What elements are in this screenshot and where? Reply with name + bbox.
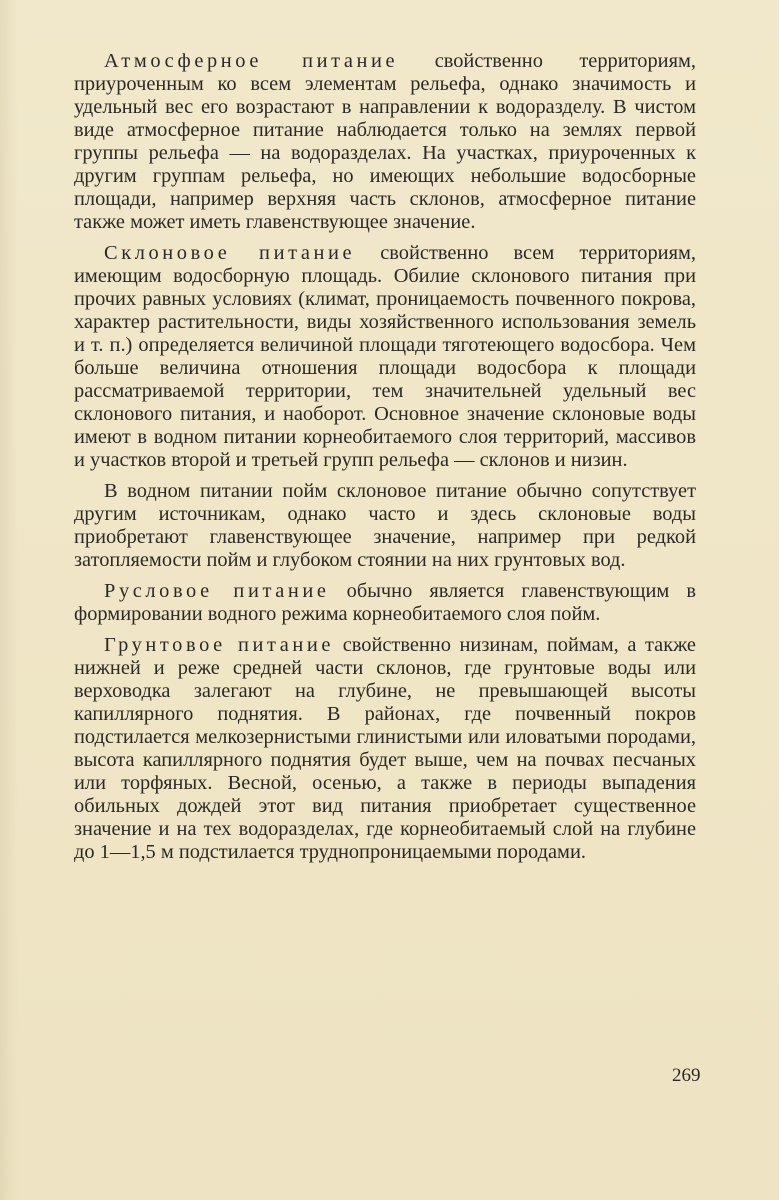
paragraph-atmospheric-feeding [74, 50, 696, 234]
paragraph-text: свойственно территориям, приуроченным ко всем элементам рельефа, однако значимость и удельный вес его возрастают в направлении к водоразделу. В чистом виде атмосферное питание наблюдается только на землях первой группы рельефа — на водоразделах. На участках, приуроченных к другим группам рельефа, но имеющих небольшие водосборные площади, например верхняя часть склонов, атмосферное питание также может иметь главенствующее значение. [74, 50, 696, 233]
paragraph-groundwater-feeding [74, 634, 696, 864]
paragraph-text: В водном питании пойм склоновое питание обычно сопутствует другим источникам, однако часто и здесь склоновые воды приобретают главенствующее значение, например при редкой затопляемости пойм и глубоком стоянии на них грунтовых вод. [74, 480, 696, 571]
paragraph-text: свойственно всем территориям, имеющим водосборную площадь. Обилие склонового питания при прочих равных условиях (климат, проницаемость почвенного покрова, характер растительности, виды хозяйственного использования земель и т. п.) определяется величиной площади тяготеющего водосбора. Чем больше величина отношения площади водосбора к площади рассматриваемой территории, тем значительней удельный вес склонового питания, и наоборот. Основное значение склоновые воды имеют в водном питании корнеобитаемого слоя территорий, массивов и участков второй и третьей групп рельефа — склонов и низин. [74, 242, 696, 471]
paragraph-channel-feeding [74, 580, 696, 626]
paragraph-slope-feeding [74, 242, 696, 472]
term-groundwater-feeding: Грунтовое питание [104, 634, 335, 656]
paragraph-floodplain-feeding [74, 480, 696, 572]
term-channel-feeding: Русловое питание [104, 580, 330, 602]
body-text [74, 50, 696, 872]
term-atmospheric-feeding: Атмосферное питание [104, 50, 399, 72]
paragraph-text: обычно является главенствующим в формировании водного режима корнеобитаемого слоя пойм. [74, 580, 696, 625]
page-number: 269 [672, 1065, 701, 1086]
paragraph-text: свойственно низинам, поймам, а также нижней и реже средней части склонов, где грунтовые воды или верховодка залегают на глубине, не превышающей высоты капиллярного поднятия. В районах, где почвенный покров подстилается мелкозернистыми глинистыми или иловатыми породами, высота капиллярного поднятия будет выше, чем на почвах песчаных или торфяных. Весной, осенью, а также в периоды выпадения обильных дождей этот вид питания приобретает существенное значение и на тех водоразделах, где корнеобитаемый слой на глубине до 1—1,5 м подстилается труднопроницаемыми породами. [74, 634, 696, 863]
term-slope-feeding: Склоновое питание [104, 242, 356, 264]
